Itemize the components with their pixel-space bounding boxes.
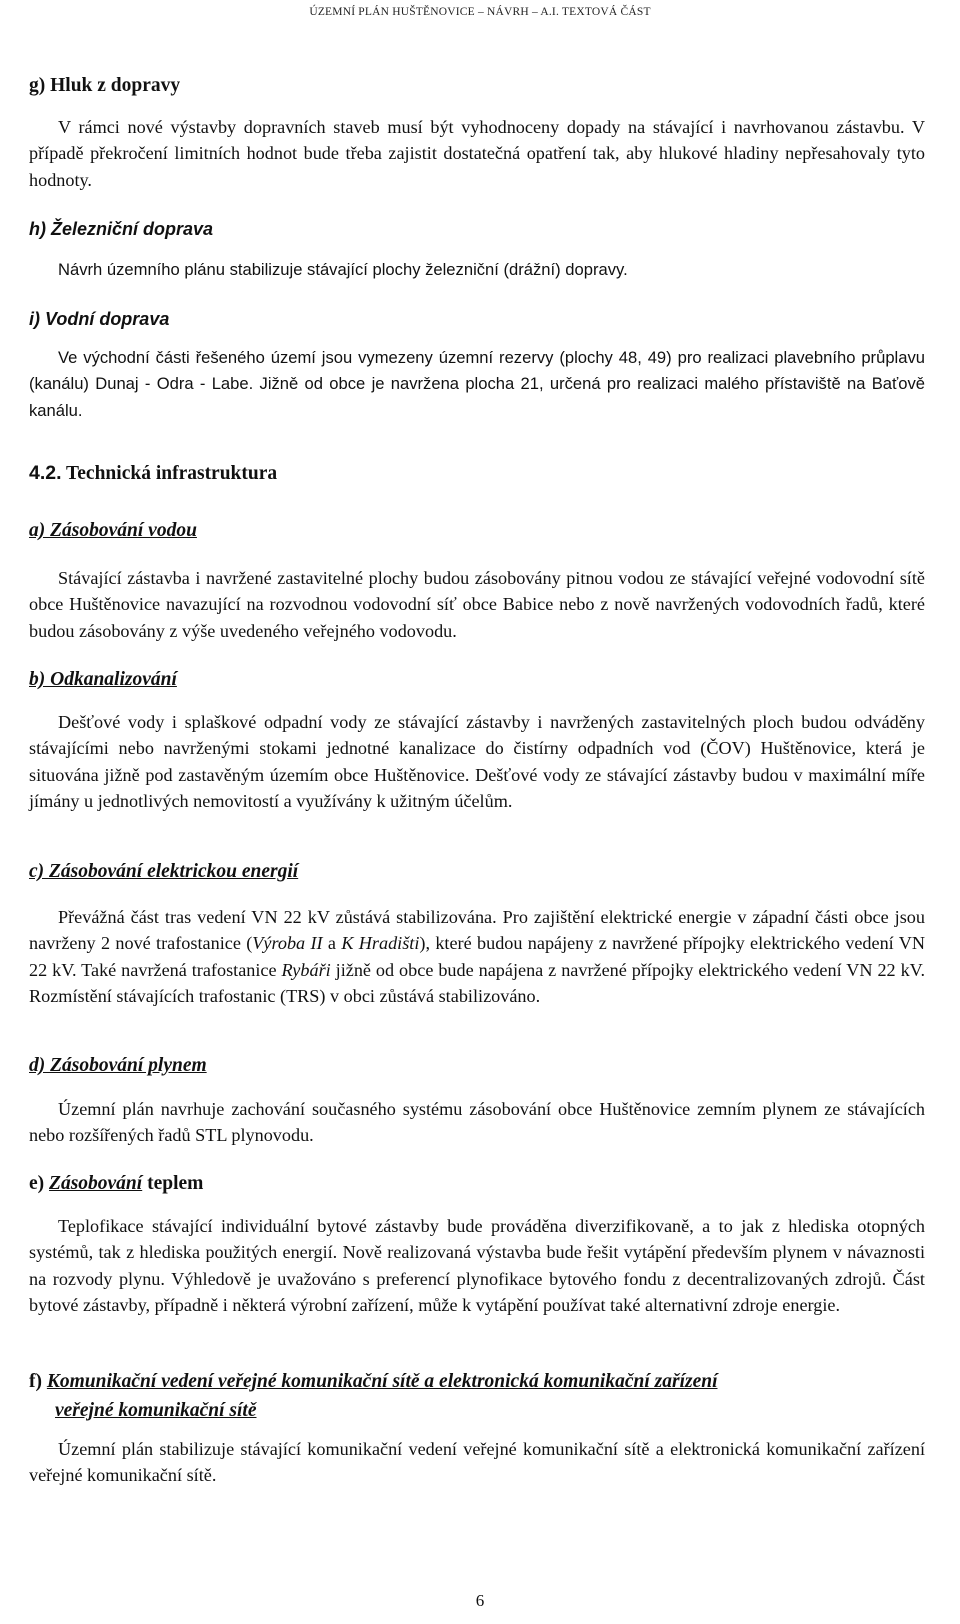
electricity-text-4: jižně od obce bude napájena z navržené přípojky elektrického vedení VN 22 kV. Rozmístění stávajících trafostanic (TRS) v obci zůstává stabilizováno. — [29, 959, 926, 1006]
substation-name-1: Výroba II — [252, 933, 323, 954]
paragraph-waterway: Ve východní části řešeného území jsou vymezeny územní rezervy (plochy 48, 49) pro realizaci plavebního průplavu (kanálu) Dunaj - Odra - Labe. Jižně od obce je navržena plocha 21, určená pro realizaci malého přístaviště na Baťově kanálu. — [29, 348, 925, 420]
section-noise-body-wrap — [29, 114, 925, 193]
heading-railway: h) Železniční doprava — [29, 219, 214, 239]
heading-gas: d) Zásobování plynem — [29, 1055, 207, 1076]
section-water-supply-body-wrap — [29, 565, 925, 644]
paragraph-noise: V rámci nové výstavby dopravních staveb musí být vyhodnoceny dopady na stávající i navrhovanou zástavbu. V případě překročení limitních hodnot bude třeba zajistit dostatečná opatření tak, aby hlukové hladiny nepřesahovaly tyto hodnoty. — [29, 117, 925, 190]
page-number: 6 — [475, 1591, 485, 1610]
section-railway — [29, 219, 925, 240]
section-railway-body-wrap — [29, 257, 925, 283]
section-electricity-body-wrap — [29, 904, 925, 1009]
substation-name-2: K Hradišti — [341, 933, 420, 954]
heading-water-supply: a) Zásobování vodou — [29, 520, 197, 541]
heading-waterway: i) Vodní doprava — [29, 309, 170, 329]
heading-telecom-prefix: f) — [29, 1371, 47, 1392]
heading-telecom-line2: veřejné komunikační sítě — [55, 1400, 257, 1421]
electricity-text-3: ), které budou napájeny z navržené přípojky elektrického vedení VN 22 kV. Také navržená trafostanice — [29, 933, 925, 980]
section-number: 4.2. — [29, 462, 62, 484]
section-telecom — [29, 1367, 925, 1425]
electricity-text-1: Převážná část tras vedení VN 22 kV zůstává stabilizována. Pro zajištění elektrické energie v západní části obce jsou navrženy 2 nové trafostanice ( — [29, 907, 925, 954]
heading-heating-suffix: teplem — [142, 1173, 204, 1194]
section-gas — [29, 1055, 925, 1077]
heading-telecom-line1: Komunikační vedení veřejné komunikační sítě a elektronická komunikační zařízení — [46, 1371, 718, 1392]
substation-name-3: Rybáři — [281, 959, 331, 980]
section-heating-body-wrap — [29, 1213, 925, 1318]
heading-electricity: c) Zásobování elektrickou energií — [29, 861, 299, 882]
section-title: Technická infrastruktura — [61, 463, 278, 484]
paragraph-gas: Územní plán navrhuje zachování současného systému zásobování obce Huštěnovice zemním plynem ze stávajících nebo rozšířených řadů STL plynovodu. — [29, 1099, 925, 1146]
section-water-supply — [29, 520, 925, 542]
heading-heating-italic: Zásobování — [49, 1173, 143, 1194]
section-waterway-body-wrap — [29, 345, 925, 424]
section-electricity — [29, 861, 925, 883]
heading-heating — [29, 1173, 925, 1195]
section-heating — [29, 1173, 925, 1195]
electricity-text-2: a — [322, 933, 342, 954]
heading-sewerage: b) Odkanalizování — [29, 669, 177, 690]
paragraph-telecom: Územní plán stabilizuje stávající komunikační vedení veřejné komunikační sítě a elektronická komunikační zařízení veřejné komunikační sítě. — [29, 1439, 925, 1486]
section-telecom-body-wrap — [29, 1436, 925, 1489]
section-infrastructure — [29, 462, 925, 485]
section-waterway — [29, 309, 925, 330]
paragraph-electricity — [29, 904, 925, 1009]
heading-infrastructure — [29, 462, 925, 485]
section-sewerage — [29, 669, 925, 691]
paragraph-sewerage: Dešťové vody i splaškové odpadní vody ze stávající zástavby i navržených zastavitelných ploch budou odváděny stávajícími nebo navrženými stokami jednotné kanalizace do čistírny odpadních vod (ČOV) Huštěnovice, která je situována jižně pod zastavěným územím obce Huštěnovice. Dešťové vody ze stávající zástavby budou v maximální míře jímány u jednotlivých nemovitostí a využívány k užitným účelům. — [29, 712, 925, 811]
paragraph-railway: Návrh územního plánu stabilizuje stávající plochy železniční (drážní) dopravy. — [58, 260, 628, 279]
section-noise — [29, 75, 925, 97]
section-sewerage-body-wrap — [29, 709, 925, 814]
heading-noise: g) Hluk z dopravy — [29, 75, 181, 96]
paragraph-water-supply: Stávající zástavba i navržené zastavitelné plochy budou zásobovány pitnou vodou ze stávající veřejné vodovodní sítě obce Huštěnovice navazující na rozvodnou vodovodní síť obce Babice nebo z nově navržených vodovodních řadů, které budou zásobovány z výše uvedeného veřejného vodovodu. — [29, 568, 925, 641]
section-gas-body-wrap — [29, 1096, 925, 1149]
running-header: ÚZEMNÍ PLÁN HUŠTĚNOVICE – NÁVRH – A.I. TEXTOVÁ ČÁST — [309, 6, 651, 18]
heading-telecom — [29, 1367, 925, 1425]
heading-heating-prefix: e) — [29, 1173, 50, 1194]
paragraph-heating: Teplofikace stávající individuální bytové zástavby bude prováděna diverzifikovaně, a to jak z hlediska otopných systémů, tak z hlediska použitých energií. Nově realizovaná výstavba bude řešit vytápění především plynem v návaznosti na rozvody plynu. Výhledově je uvažováno s preferencí plynofikace bytového fondu z decentralizovaných zdrojů. Část bytové zástavby, případně i některá výrobní zařízení, může k vytápění používat také alternativní zdroje energie. — [29, 1216, 925, 1315]
